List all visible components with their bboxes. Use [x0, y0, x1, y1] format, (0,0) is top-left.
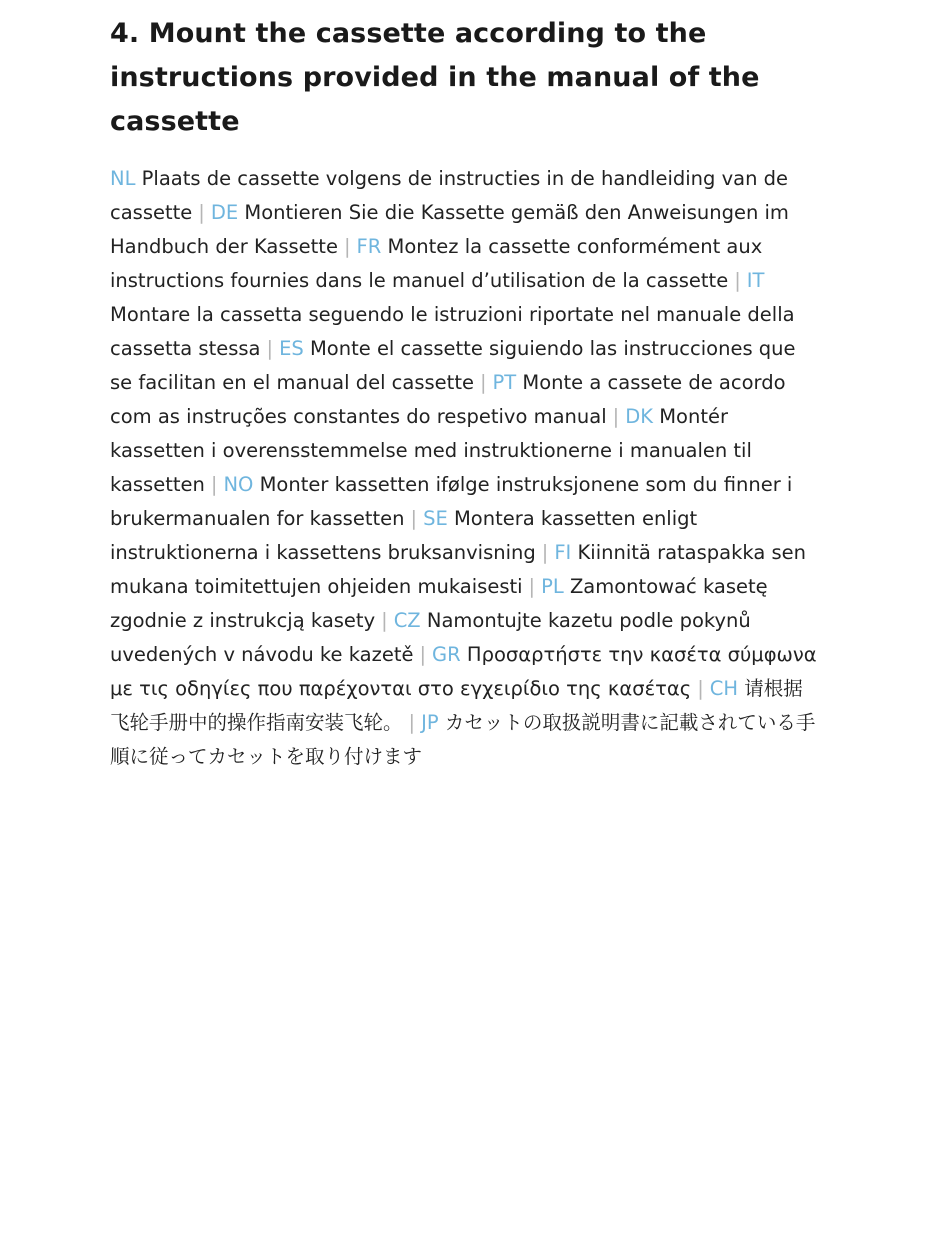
lang-code-gr: GR	[432, 643, 461, 666]
translation-text-de: Montieren Sie die Kassette gemäß den Anweisungen im Handbuch der Kassette	[110, 201, 789, 258]
translation-text-it: Montare la cassetta seguendo le istruzioni riportate nel manuale della cassetta stessa	[110, 303, 795, 360]
lang-code-it: IT	[746, 269, 765, 292]
lang-code-pl: PL	[541, 575, 564, 598]
separator: |	[343, 235, 351, 258]
translation-text-gr: Προσαρτήστε την κασέτα σύμφωνα με τις οδηγίες που παρέχονται στο εγχειρίδιο της κασέτας	[110, 643, 817, 700]
lang-code-dk: DK	[625, 405, 654, 428]
step-heading: 4. Mount the cassette according to the instructions provided in the manual of the cassette	[110, 18, 760, 137]
translation-text-pt: Monte a cassete de acordo com as instruções constantes do respetivo manual	[110, 371, 786, 428]
translation-text-fr: Montez la cassette conformément aux instructions fournies dans le manuel d’utilisation de la cassette	[110, 235, 763, 292]
lang-code-pt: PT	[492, 371, 517, 394]
separator: |	[408, 711, 416, 734]
separator: |	[734, 269, 741, 292]
translation-text-es: Monte el cassette siguiendo las instrucciones que se facilitan en el manual del cassette	[110, 337, 796, 394]
separator: |	[479, 371, 487, 394]
lang-code-no: NO	[223, 473, 254, 496]
translation-text-fi: Kiinnitä rataspakka sen mukana toimitettujen ohjeiden mukaisesti	[110, 541, 807, 598]
separator: |	[419, 643, 427, 666]
translation-text-cz: Namontujte kazetu podle pokynů uvedených v návodu ke kazetě	[110, 609, 751, 666]
lang-code-fr: FR	[356, 235, 382, 258]
lang-code-de: DE	[210, 201, 239, 224]
translations-paragraph	[110, 162, 820, 774]
translation-text-no: Monter kassetten ifølge instruksjonene som du finner i brukermanualen for kassetten	[110, 473, 793, 530]
translation-text-nl: Plaats de cassette volgens de instructies in de handleiding van de cassette	[110, 167, 789, 224]
separator: |	[381, 609, 388, 632]
translation-text-jp: カセットの取扱説明書に記載されている手順に従ってカセットを取り付けます	[110, 711, 816, 768]
translation-text-ch: 请根据飞轮手册中的操作指南安装飞轮。	[110, 677, 803, 734]
translation-text-dk: Montér kassetten i overensstemmelse med instruktionerne i manualen til kassetten	[110, 405, 752, 496]
translation-text-se: Montera kassetten enligt instruktionerna i kassettens bruksanvisning	[110, 507, 698, 564]
lang-code-ch: CH	[709, 677, 739, 700]
lang-code-se: SE	[423, 507, 448, 530]
separator: |	[198, 201, 205, 224]
separator: |	[410, 507, 418, 530]
separator: |	[697, 677, 704, 700]
separator: |	[266, 337, 274, 360]
lang-code-fi: FI	[554, 541, 572, 564]
separator: |	[210, 473, 218, 496]
instruction-page	[110, 12, 820, 774]
lang-code-jp: JP	[421, 711, 439, 734]
lang-code-cz: CZ	[393, 609, 421, 632]
lang-code-es: ES	[279, 337, 304, 360]
separator: |	[528, 575, 536, 598]
separator: |	[541, 541, 549, 564]
separator: |	[612, 405, 620, 428]
lang-code-nl: NL	[110, 167, 136, 190]
translation-text-pl: Zamontować kasetę zgodnie z instrukcją kasety	[110, 575, 768, 632]
